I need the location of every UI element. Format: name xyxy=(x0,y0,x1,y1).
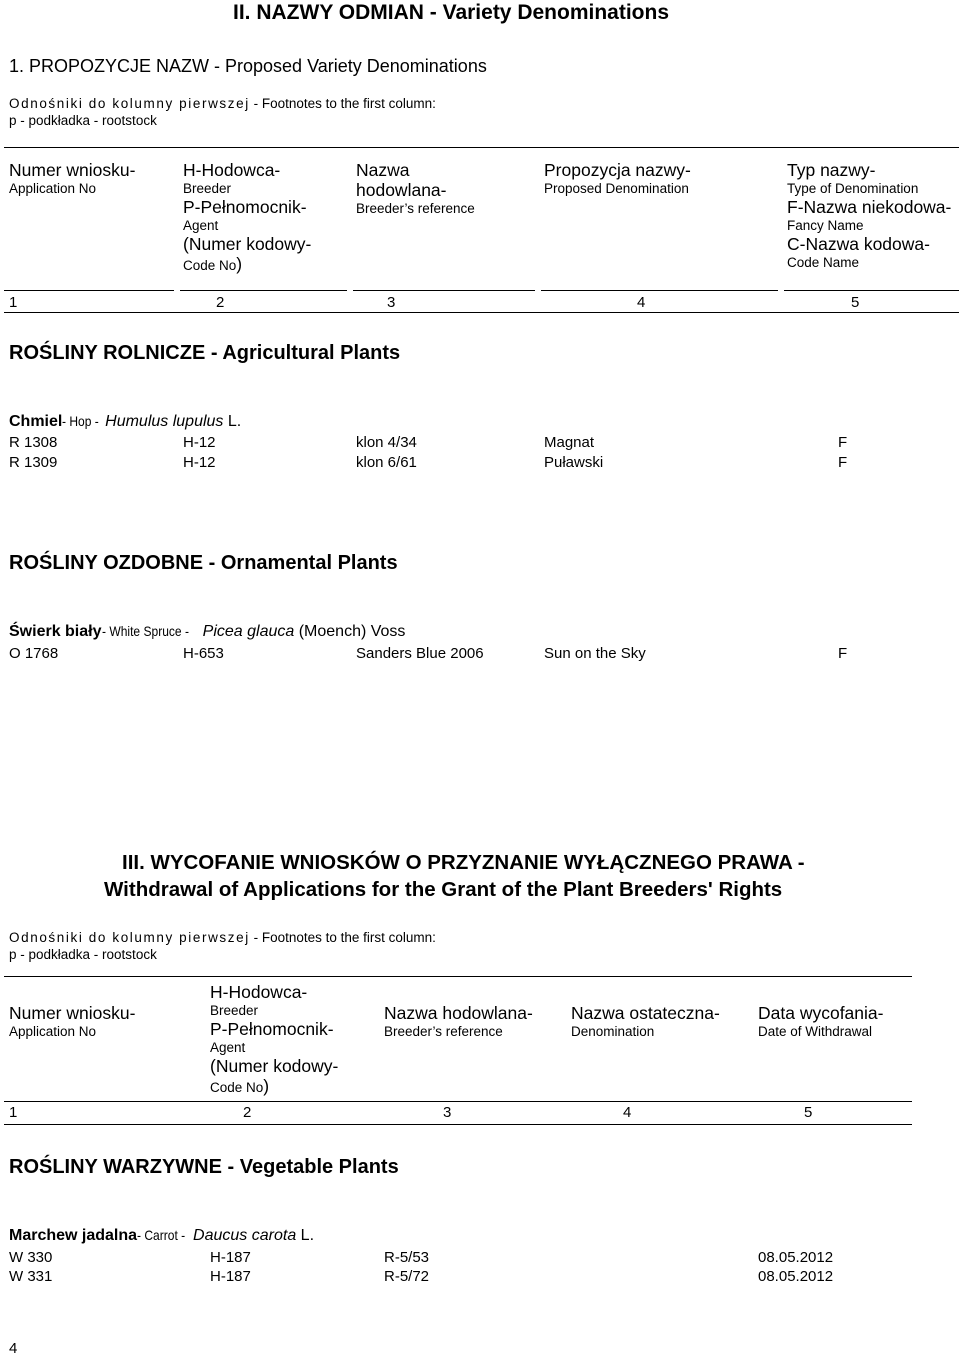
col-header-en: Code No xyxy=(210,1080,264,1095)
cell-breeder: H-653 xyxy=(183,645,224,662)
header-top-rule xyxy=(4,976,912,977)
footnote-en: - Footnotes to the first column: xyxy=(249,930,436,945)
col-header-pl: P-Pełnomocnik- xyxy=(210,1019,334,1039)
cell-reference: R-5/72 xyxy=(384,1268,430,1285)
species-author: L. xyxy=(223,413,242,430)
cell-reference: Sanders Blue 2006 xyxy=(356,645,484,662)
cell-breeder: H-12 xyxy=(183,454,216,471)
col-number: 4 xyxy=(637,294,646,311)
col-header-code-no xyxy=(183,254,311,275)
cell-application-no: W 330 xyxy=(9,1249,53,1266)
cell-reference: klon 4/34 xyxy=(356,434,417,451)
col-header-type-of-denomination xyxy=(787,160,951,271)
species-pl: Marchew jadalna xyxy=(9,1227,138,1244)
colnum-bottom-rule xyxy=(4,312,959,313)
species-latin: Daucus carota xyxy=(193,1227,297,1244)
col-header-application-no xyxy=(9,1003,135,1040)
cell-application-no: W 331 xyxy=(9,1268,53,1285)
footnote-en: - Footnotes to the first column: xyxy=(249,96,436,111)
col-header-pl: Nazwa ostateczna- xyxy=(571,1003,720,1023)
col-header-pl: Typ nazwy- xyxy=(787,160,876,180)
col-number: 5 xyxy=(851,294,860,311)
col-header-pl: Numer wniosku- xyxy=(9,1003,136,1023)
col-header-pl: (Numer kodowy- xyxy=(183,234,312,254)
col-number: 2 xyxy=(243,1104,252,1121)
part-3-title-pl: III. WYCOFANIE WNIOSKÓW O PRZYZNANIE WYŁĄCZNEGO PRAWA - xyxy=(122,851,805,874)
col-header-pl: H-Hodowca- xyxy=(183,160,281,180)
col-header-breeder xyxy=(210,982,338,1097)
col-header-en: Type of Denomination xyxy=(787,181,919,196)
col-header-pl: Propozycja nazwy- xyxy=(544,160,691,180)
col-number: 2 xyxy=(216,294,225,311)
col-header-en: Fancy Name xyxy=(787,218,864,233)
footnote-pl: Odnośniki do kolumny pierwszej xyxy=(9,930,250,945)
cell-type: F xyxy=(838,645,848,662)
col-header-pl: F-Nazwa niekodowa- xyxy=(787,197,952,217)
colnum-rule xyxy=(4,1101,912,1102)
cell-type: F xyxy=(838,434,848,451)
col-header-en: Breeder’s reference xyxy=(384,1024,503,1039)
colnum-rule xyxy=(180,290,347,291)
col-header-application-no xyxy=(9,160,135,197)
cell-breeder: H-187 xyxy=(210,1249,251,1266)
group-title-vegetable: ROŚLINY WARZYWNE - Vegetable Plants xyxy=(9,1156,399,1178)
col-header-en: Breeder xyxy=(183,181,232,196)
species-pl: Świerk biały xyxy=(9,623,102,640)
species-line-carrot xyxy=(9,1227,314,1245)
col-number: 4 xyxy=(623,1104,632,1121)
col-number: 1 xyxy=(9,294,18,311)
col-number: 3 xyxy=(387,294,396,311)
col-number: 3 xyxy=(443,1104,452,1121)
colnum-bottom-rule xyxy=(4,1124,912,1125)
cell-type: F xyxy=(838,454,848,471)
col-header-pl: Nazwa xyxy=(356,160,410,180)
section-1-title: 1. PROPOZYCJE NAZW - Proposed Variety Denominations xyxy=(9,56,487,76)
cell-reference: klon 6/61 xyxy=(356,454,417,471)
col-header-en: Agent xyxy=(210,1040,246,1055)
cell-denomination: Magnat xyxy=(544,434,595,451)
col-header-code-no xyxy=(210,1076,338,1097)
col-header-pl: H-Hodowca- xyxy=(210,982,308,1002)
header-top-rule xyxy=(4,147,959,148)
cell-application-no: O 1768 xyxy=(9,645,59,662)
colnum-rule xyxy=(784,290,959,291)
cell-application-no: R 1309 xyxy=(9,454,58,471)
cell-application-no: R 1308 xyxy=(9,434,58,451)
species-latin: Picea glauca xyxy=(202,623,295,640)
cell-breeder: H-12 xyxy=(183,434,216,451)
col-header-paren: ) xyxy=(263,1076,270,1096)
footnote-line xyxy=(9,930,436,945)
species-latin: Humulus lupulus xyxy=(105,413,224,430)
footnote-rootstock: p - podkładka - rootstock xyxy=(9,113,157,128)
footnote-pl: Odnośniki do kolumny pierwszej xyxy=(9,96,250,111)
col-header-en: Date of Withdrawal xyxy=(758,1024,873,1039)
col-header-pl: hodowlana- xyxy=(356,180,447,200)
colnum-rule xyxy=(4,290,174,291)
cell-date: 08.05.2012 xyxy=(758,1249,834,1266)
col-number: 5 xyxy=(804,1104,813,1121)
col-header-pl: C-Nazwa kodowa- xyxy=(787,234,930,254)
col-number: 1 xyxy=(9,1104,18,1121)
col-header-date-of-withdrawal xyxy=(758,1003,883,1040)
col-header-proposed-denomination xyxy=(544,160,691,197)
col-header-paren: ) xyxy=(236,254,243,274)
col-header-en: Denomination xyxy=(571,1024,655,1039)
footnote-line xyxy=(9,96,436,111)
col-header-en: Agent xyxy=(183,218,219,233)
col-header-en: Breeder xyxy=(210,1003,259,1018)
footnote-rootstock: p - podkładka - rootstock xyxy=(9,947,157,962)
cell-reference: R-5/53 xyxy=(384,1249,430,1266)
col-header-denomination xyxy=(571,1003,720,1040)
cell-date: 08.05.2012 xyxy=(758,1268,834,1285)
part-3-title-en: Withdrawal of Applications for the Grant of the Plant Breeders' Rights xyxy=(104,878,783,901)
col-header-pl: P-Pełnomocnik- xyxy=(183,197,307,217)
col-header-en: Proposed Denomination xyxy=(544,181,689,196)
col-header-breeder xyxy=(183,160,311,275)
group-title-agricultural: ROŚLINY ROLNICZE - Agricultural Plants xyxy=(9,342,401,364)
col-header-pl: Nazwa hodowlana- xyxy=(384,1003,533,1023)
page-number: 4 xyxy=(9,1340,18,1357)
col-header-pl: (Numer kodowy- xyxy=(210,1056,339,1076)
col-header-en: Application No xyxy=(9,1024,97,1039)
col-header-breeders-reference xyxy=(356,160,475,217)
colnum-rule xyxy=(353,290,535,291)
species-line-spruce xyxy=(9,623,405,641)
col-header-en: Application No xyxy=(9,181,97,196)
col-header-en: Breeder’s reference xyxy=(356,201,475,216)
species-en: - Carrot - xyxy=(137,1227,186,1243)
col-header-en: Code Name xyxy=(787,255,860,270)
species-en: - Hop - xyxy=(62,413,100,429)
col-header-en: Code No xyxy=(183,258,237,273)
cell-denomination: Puławski xyxy=(544,454,604,471)
col-header-pl: Data wycofania- xyxy=(758,1003,884,1023)
cell-denomination: Sun on the Sky xyxy=(544,645,646,662)
group-title-ornamental: ROŚLINY OZDOBNE - Ornamental Plants xyxy=(9,552,398,574)
species-author: L. xyxy=(296,1227,315,1244)
col-header-breeders-reference xyxy=(384,1003,533,1040)
cell-breeder: H-187 xyxy=(210,1268,251,1285)
species-pl: Chmiel xyxy=(9,413,63,430)
species-author: (Moench) Voss xyxy=(294,623,406,640)
colnum-rule xyxy=(541,290,778,291)
species-line-hop xyxy=(9,413,241,431)
species-en: - White Spruce - xyxy=(101,623,189,639)
col-header-pl: Numer wniosku- xyxy=(9,160,136,180)
part-title: II. NAZWY ODMIAN - Variety Denominations xyxy=(233,1,669,24)
